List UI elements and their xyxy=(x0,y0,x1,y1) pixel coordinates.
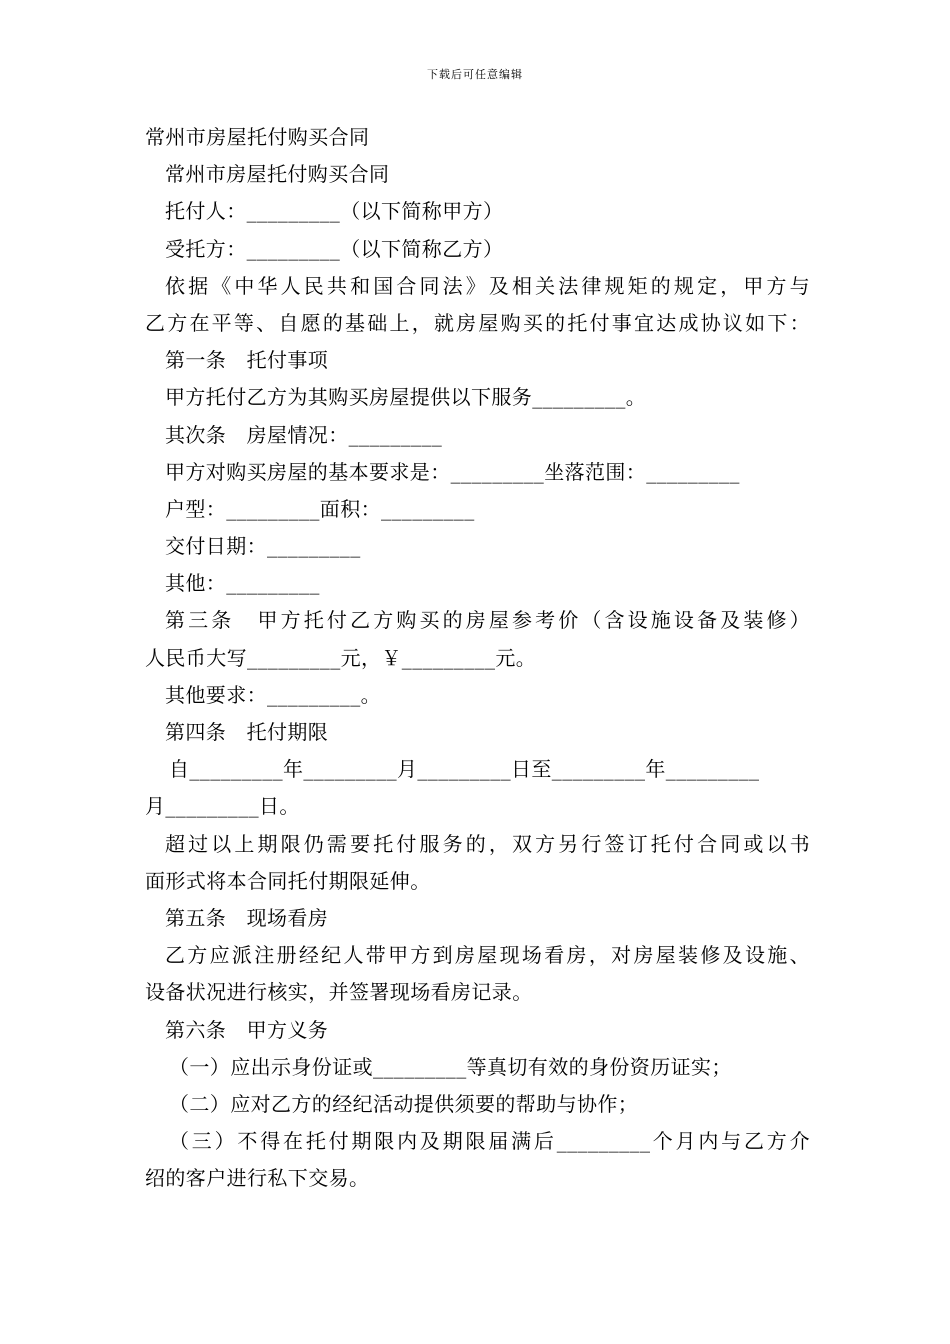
article-6-item-3-line-2: 绍的客户进行私下交易。 xyxy=(145,1166,370,1191)
article-6-item-2: （二）应对乙方的经纪活动提供须要的帮助与协作； xyxy=(169,1091,639,1116)
article-4-period-line-2: 月_________日。 xyxy=(145,794,300,819)
article-4-heading: 第四条 托付期限 xyxy=(165,720,329,744)
article-3-other: 其他要求：_________。 xyxy=(165,682,381,707)
preamble-line-2: 乙方在平等、自愿的基础上，就房屋购买的托付事宜达成协议如下： xyxy=(145,310,810,335)
article-2-other: 其他：_________ xyxy=(165,571,320,596)
article-2-heading: 其次条 房屋情况：_________ xyxy=(165,422,443,447)
article-1-body: 甲方托付乙方为其购买房屋提供以下服务_________。 xyxy=(165,385,647,410)
document-body xyxy=(145,119,810,1197)
article-6-item-1: （一）应出示身份证或_________等真切有效的身份资历证实； xyxy=(169,1054,732,1079)
article-2-requirements: 甲方对购买房屋的基本要求是：_________坐落范围：_________ xyxy=(165,459,740,484)
article-6-item-3-line-1: （三）不得在托付期限内及期限届满后_________个月内与乙方介 xyxy=(169,1129,810,1154)
article-2-delivery-date: 交付日期：_________ xyxy=(165,534,361,559)
article-4-period-line-1: 自_________年_________月_________日至_________年_________ xyxy=(169,757,760,782)
article-5-heading: 第五条 现场看房 xyxy=(165,905,329,930)
article-4-extension-line-1: 超过以上期限仍需要托付服务的，双方另行签订托付合同或以书 xyxy=(165,831,810,856)
article-5-body-line-1: 乙方应派注册经纪人带甲方到房屋现场看房，对房屋装修及设施、 xyxy=(165,943,810,968)
contract-title: 常州市房屋托付购买合同 xyxy=(165,162,390,187)
principal-line: 托付人：_________（以下简称甲方） xyxy=(165,199,504,224)
article-5-body-line-2: 设备状况进行核实，并签署现场看房记录。 xyxy=(145,980,533,1005)
article-6-heading: 第六条 甲方义务 xyxy=(165,1017,329,1042)
page-header: 下载后可任意编辑 xyxy=(427,68,523,81)
agent-line: 受托方：_________（以下简称乙方） xyxy=(165,236,504,261)
article-2-layout-area: 户型：_________面积：_________ xyxy=(165,496,475,521)
article-3-line-2: 人民币大写_________元，￥_________元。 xyxy=(145,645,537,670)
article-3-line-1: 第三条 甲方托付乙方购买的房屋参考价（含设施设备及装修） xyxy=(165,608,810,633)
article-4-extension-line-2: 面形式将本合同托付期限延伸。 xyxy=(145,868,431,893)
article-1-heading: 第一条 托付事项 xyxy=(165,348,329,373)
preamble-line-1: 依据《中华人民共和国合同法》及相关法律规矩的规定，甲方与 xyxy=(165,273,810,298)
document-title: 常州市房屋托付购买合同 xyxy=(145,125,370,149)
